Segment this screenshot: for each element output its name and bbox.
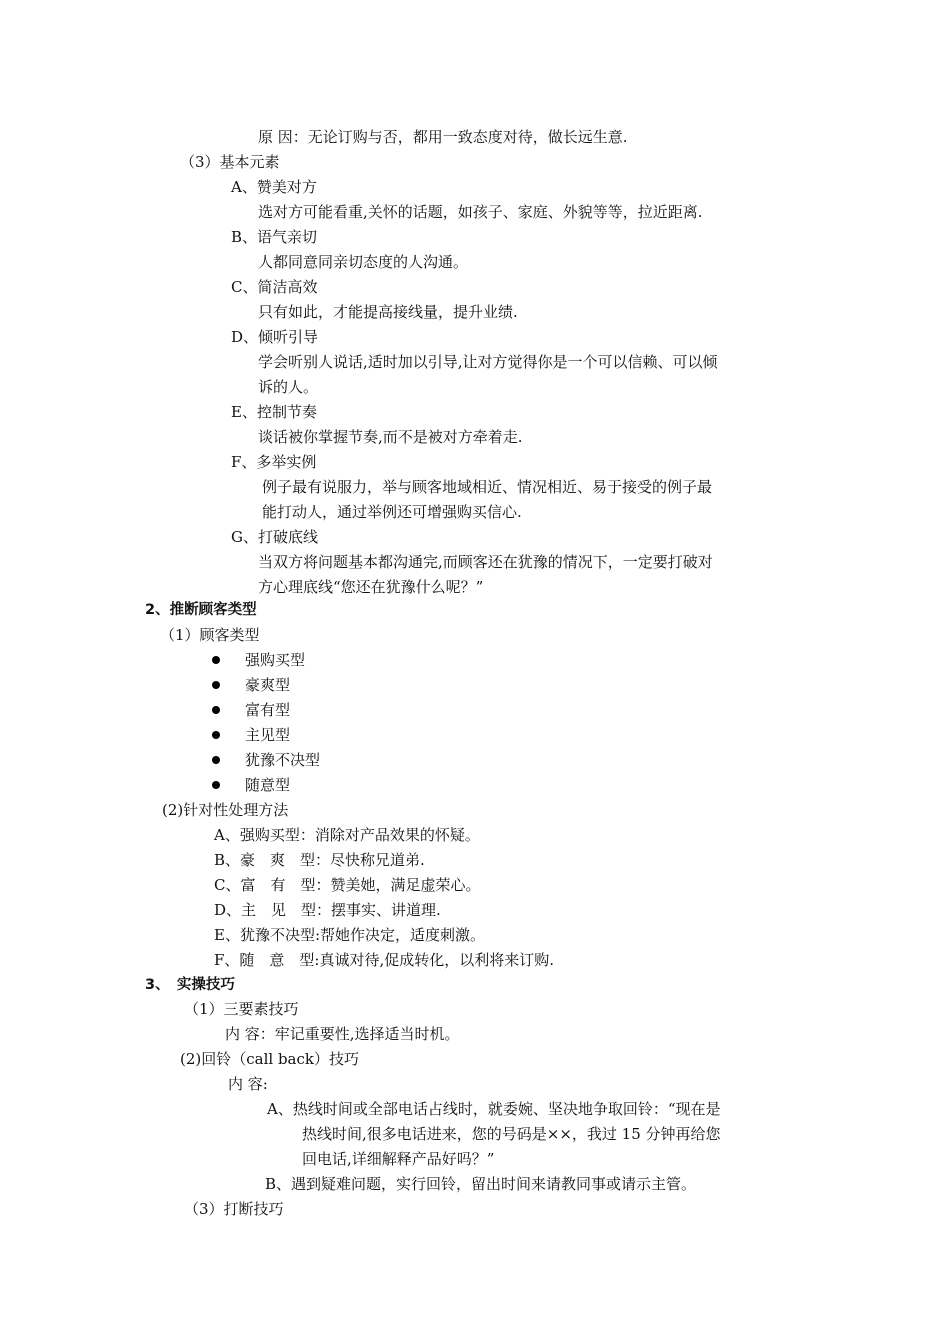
element-f-text-2: 能打动人，通过举例还可增强购买信心.: [262, 503, 522, 521]
element-c-text: 只有如此，才能提高接线量，提升业绩.: [258, 303, 518, 321]
customer-type-item: 豪爽型: [245, 676, 291, 694]
element-b-text: 人都同意同亲切态度的人沟通。: [258, 253, 469, 271]
section-3-title: 3、 实操技巧: [145, 977, 235, 993]
bullet-icon: [212, 781, 220, 789]
callback-a-line-3: 回电话,详细解释产品好吗？”: [302, 1150, 495, 1168]
element-g-label: G、打破底线: [231, 528, 318, 546]
bullet-icon: [212, 756, 220, 764]
customer-type-item: 富有型: [245, 701, 291, 719]
element-e-label: E、控制节奏: [231, 403, 317, 421]
element-a-text: 选对方可能看重,关怀的话题，如孩子、家庭、外貌等等，拉近距离.: [258, 203, 703, 221]
method-item: F、随 意 型:真诚对待,促成转化，以利将来订购.: [214, 951, 554, 969]
element-a-label: A、赞美对方: [231, 178, 317, 196]
callback-a-line-1: A、热线时间或全部电话占线时，就委婉、坚决地争取回铃：“现在是: [267, 1100, 721, 1118]
interrupt-heading: （3）打断技巧: [184, 1200, 284, 1218]
customer-type-item: 强购买型: [245, 651, 306, 669]
customer-types-heading: （1）顾客类型: [160, 626, 260, 644]
customer-type-item: 主见型: [245, 726, 291, 744]
customer-type-item: 犹豫不决型: [245, 751, 321, 769]
methods-heading: (2)针对性处理方法: [162, 801, 289, 819]
section-2-title: 2、推断顾客类型: [145, 602, 257, 618]
method-item: A、强购买型：消除对产品效果的怀疑。: [214, 826, 480, 844]
bullet-icon: [212, 681, 220, 689]
element-e-text: 谈话被你掌握节奏,而不是被对方牵着走.: [258, 428, 523, 446]
callback-a-line-2: 热线时间,很多电话进来，您的号码是××，我过 15 分钟再给您: [302, 1125, 721, 1143]
three-elements-content: 内 容：牢记重要性,选择适当时机。: [225, 1025, 460, 1043]
basic-elements-heading: （3）基本元素: [180, 153, 280, 171]
customer-type-item: 随意型: [245, 776, 291, 794]
method-item: E、犹豫不决型:帮她作决定，适度刺激。: [214, 926, 486, 944]
callback-b-line: B、遇到疑难问题，实行回铃，留出时间来请教同事或请示主管。: [265, 1175, 697, 1193]
element-f-text-1: 例子最有说服力，举与顾客地域相近、情况相近、易于接受的例子最: [262, 478, 713, 496]
callback-content-label: 内 容:: [228, 1075, 268, 1093]
method-item: B、豪 爽 型：尽快称兄道弟.: [214, 851, 425, 869]
bullet-icon: [212, 656, 220, 664]
three-elements-heading: （1）三要素技巧: [184, 1000, 299, 1018]
bullet-icon: [212, 706, 220, 714]
element-f-label: F、多举实例: [231, 453, 317, 471]
element-g-text-1: 当双方将问题基本都沟通完,而顾客还在犹豫的情况下，一定要打破对: [258, 553, 713, 571]
callback-heading: (2)回铃（call back）技巧: [180, 1050, 359, 1068]
element-d-text-2: 诉的人。: [258, 378, 319, 396]
element-b-label: B、语气亲切: [231, 228, 318, 246]
method-item: C、富 有 型：赞美她，满足虚荣心。: [214, 876, 481, 894]
method-item: D、主 见 型：摆事实、讲道理.: [214, 901, 441, 919]
element-g-text-2: 方心理底线“您还在犹豫什么呢？”: [258, 578, 484, 596]
element-c-label: C、简洁高效: [231, 278, 318, 296]
reason-line: 原 因：无论订购与否，都用一致态度对待，做长远生意.: [258, 128, 628, 146]
element-d-text-1: 学会听别人说话,适时加以引导,让对方觉得你是一个可以信赖、可以倾: [258, 353, 718, 371]
element-d-label: D、倾听引导: [231, 328, 319, 346]
bullet-icon: [212, 731, 220, 739]
